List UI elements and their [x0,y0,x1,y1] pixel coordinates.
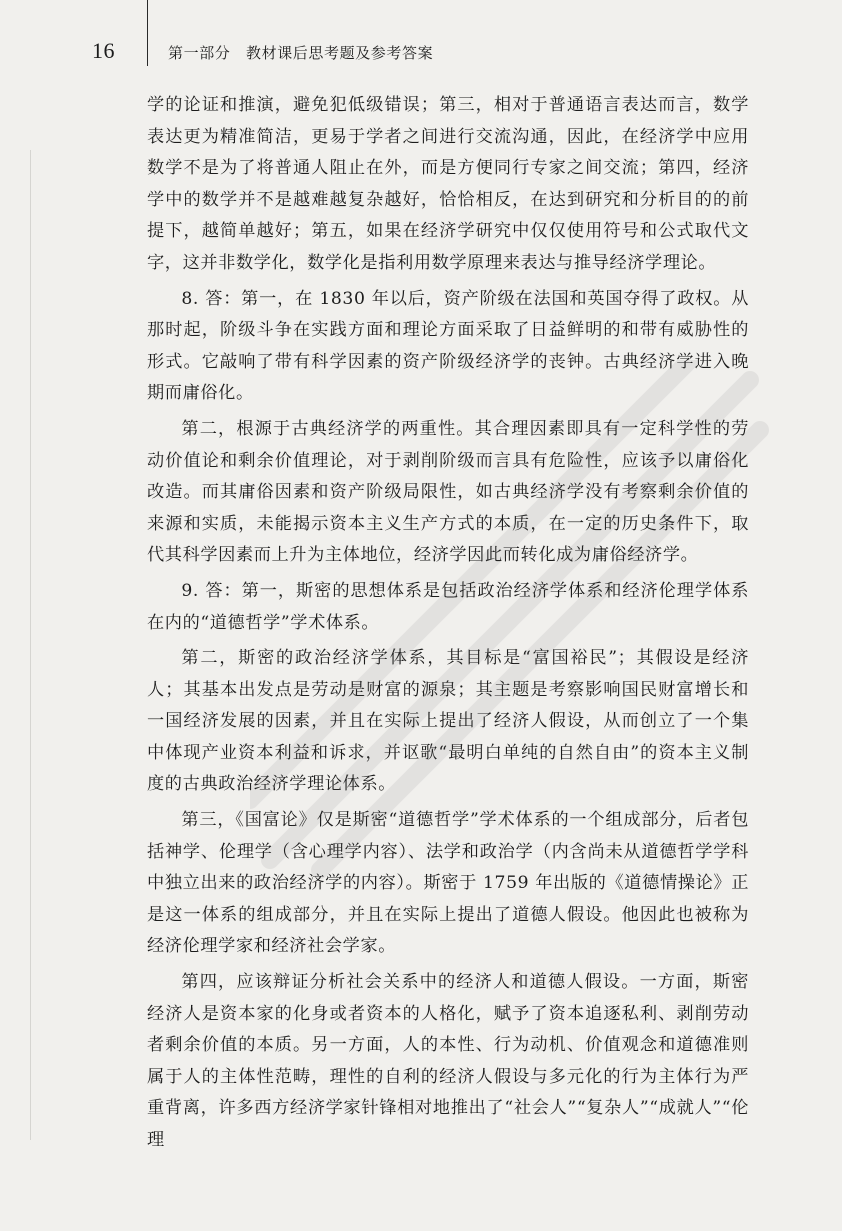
paragraph: 9. 答：第一，斯密的思想体系是包括政治经济学体系和经济伦理学体系在内的“道德哲学”学术体系。 [147,580,749,633]
paragraph: 8. 答：第一，在 1830 年以后，资产阶级在法国和英国夺得了政权。从那时起，阶级斗争在实践方面和理论方面采取了日益鲜明的和带有威胁性的形式。它敲响了带有科学因素的资产阶级经济学的丧钟。古典经济学进入晚期而庸俗化。 [147,288,749,404]
header-divider [147,0,148,66]
running-head: 第一部分 教材课后思考题及参考答案 [168,44,434,62]
page-number: 16 [92,38,115,63]
page-header [0,0,842,80]
paragraph: 第二，根源于古典经济学的两重性。其合理因素即具有一定科学性的劳动价值论和剩余价值理论，对于剥削阶级而言具有危险性，应该予以庸俗化改造。而其庸俗因素和资产阶级局限性，如古典经济学没有考察剩余价值的来源和实质，未能揭示资本主义生产方式的本质，在一定的历史条件下，取代其科学因素而上升为主体地位，经济学因此而转化成为庸俗经济学。 [147,418,749,566]
paragraph: 第三，《国富论》仅是斯密“道德哲学”学术体系的一个组成部分，后者包括神学、伦理学（含心理学内容）、法学和政治学（内含尚未从道德哲学学科中独立出来的政治经济学的内容）。斯密于 1759 年出版的《道德情操论》正是这一体系的组成部分，并且在实际上提出了道德人假设。他因此也被称为经济伦理学家和经济社会学家。 [147,810,749,957]
page-edge-line [30,150,31,1140]
paragraph: 第二，斯密的政治经济学体系，其目标是“富国裕民”；其假设是经济人；其基本出发点是劳动是财富的源泉；其主题是考察影响国民财富增长和一国经济发展的因素，并且在实际上提出了经济人假设，从而创立了一个集中体现产业资本利益和诉求，并讴歌“最明白单纯的自然自由”的资本主义制度的古典政治经济学理论体系。 [147,648,749,795]
body-text [147,90,749,1161]
paragraph: 第四，应该辩证分析社会关系中的经济人和道德人假设。一方面，斯密经济人是资本家的化身或者资本的人格化，赋予了资本追逐私利、剥削劳动者剩余价值的本质。另一方面，人的本性、行为动机、价值观念和道德准则属于人的主体性范畴，理性的自利的经济人假设与多元化的行为主体行为严重背离，许多西方经济学家针锋相对地推出了“社会人”“复杂人”“成就人”“伦理 [147,972,749,1150]
paragraph: 学的论证和推演，避免犯低级错误；第三，相对于普通语言表达而言，数学表达更为精准简洁，更易于学者之间进行交流沟通，因此，在经济学中应用数学不是为了将普通人阻止在外，而是方便同行专家之间交流；第四，经济学中的数学并不是越难越复杂越好，恰恰相反，在达到研究和分析目的的前提下，越简单越好；第五，如果在经济学研究中仅仅使用符号和公式取代文字，这并非数学化，数学化是指利用数学原理来表达与推导经济学理论。 [147,95,749,273]
